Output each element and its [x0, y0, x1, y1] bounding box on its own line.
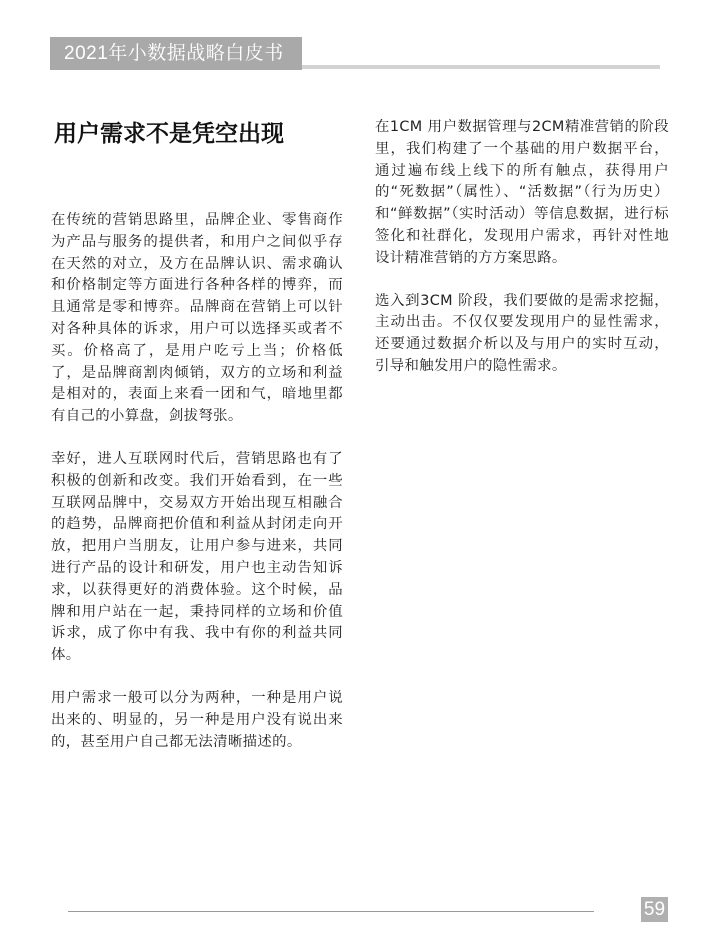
left-column: [51, 210, 343, 774]
paragraph: 选入到3CM 阶段，我们要做的是需求挖掘，主动出击。不仅仅要发现用户的显性需求，还要通过数据介析以及与用户的实时互动，引导和触发用户的隐性需求。: [375, 292, 669, 374]
page-number: 59: [641, 897, 668, 922]
paragraph: 在传统的营销思路里，品牌企业、零售商作为产品与服务的提供者，和用户之间似乎存在天然的对立，及方在品牌认识、需求确认和价格制定等方面进行各种各样的博弈，而且通常是零和博弈。品牌商在营销上可以针对各种具体的诉求，用户可以选择买或者不买。价格高了，是用户吃亏上当；价格低了，是品牌商割肉倾销，双方的立场和利益是相对的，表面上来看一团和气，暗地里都有自己的小算盘，剑拔弩张。: [51, 212, 343, 425]
header-divider: [302, 65, 660, 69]
paragraph: 在1CM 用户数据管理与2CM精准营销的阶段里，我们构建了一个基础的用户数据平台，通过遍布线上线下的所有触点，获得用户的“死数据”（属性）、“活数据”（行为历史）和“鲜数据”（实时活动）等信息数据，进行标签化和社群化，发现用户需求，再针对性地设计精准营销的方方案思路。: [375, 119, 669, 266]
document-header-title: 2021年小数据战略白皮书: [64, 43, 284, 64]
footer-divider: [68, 911, 594, 912]
paragraph: 用户需求一般可以分为两种，一种是用户说出来的、明显的，另一种是用户没有说出来的，甚至用户自己都无法清晰描述的。: [51, 689, 343, 750]
paragraph: 幸好，进人互联网时代后，营销思路也有了积极的创新和改变。我们开始看到，在一些互联网品牌中，交易双方开始出现互相融合的趋势，品牌商把价值和利益从封闭走向开放，把用户当朋友，让用户参与进来，共同进行产品的设计和研发，用户也主动告知诉求，以获得更好的消费体验。这个时候，品牌和用户站在一起，秉持同样的立场和价值诉求，成了你中有我、我中有你的利益共同体。: [51, 450, 343, 664]
section-title: 用户需求不是凭空出现: [54, 121, 284, 147]
right-column: [375, 117, 669, 399]
